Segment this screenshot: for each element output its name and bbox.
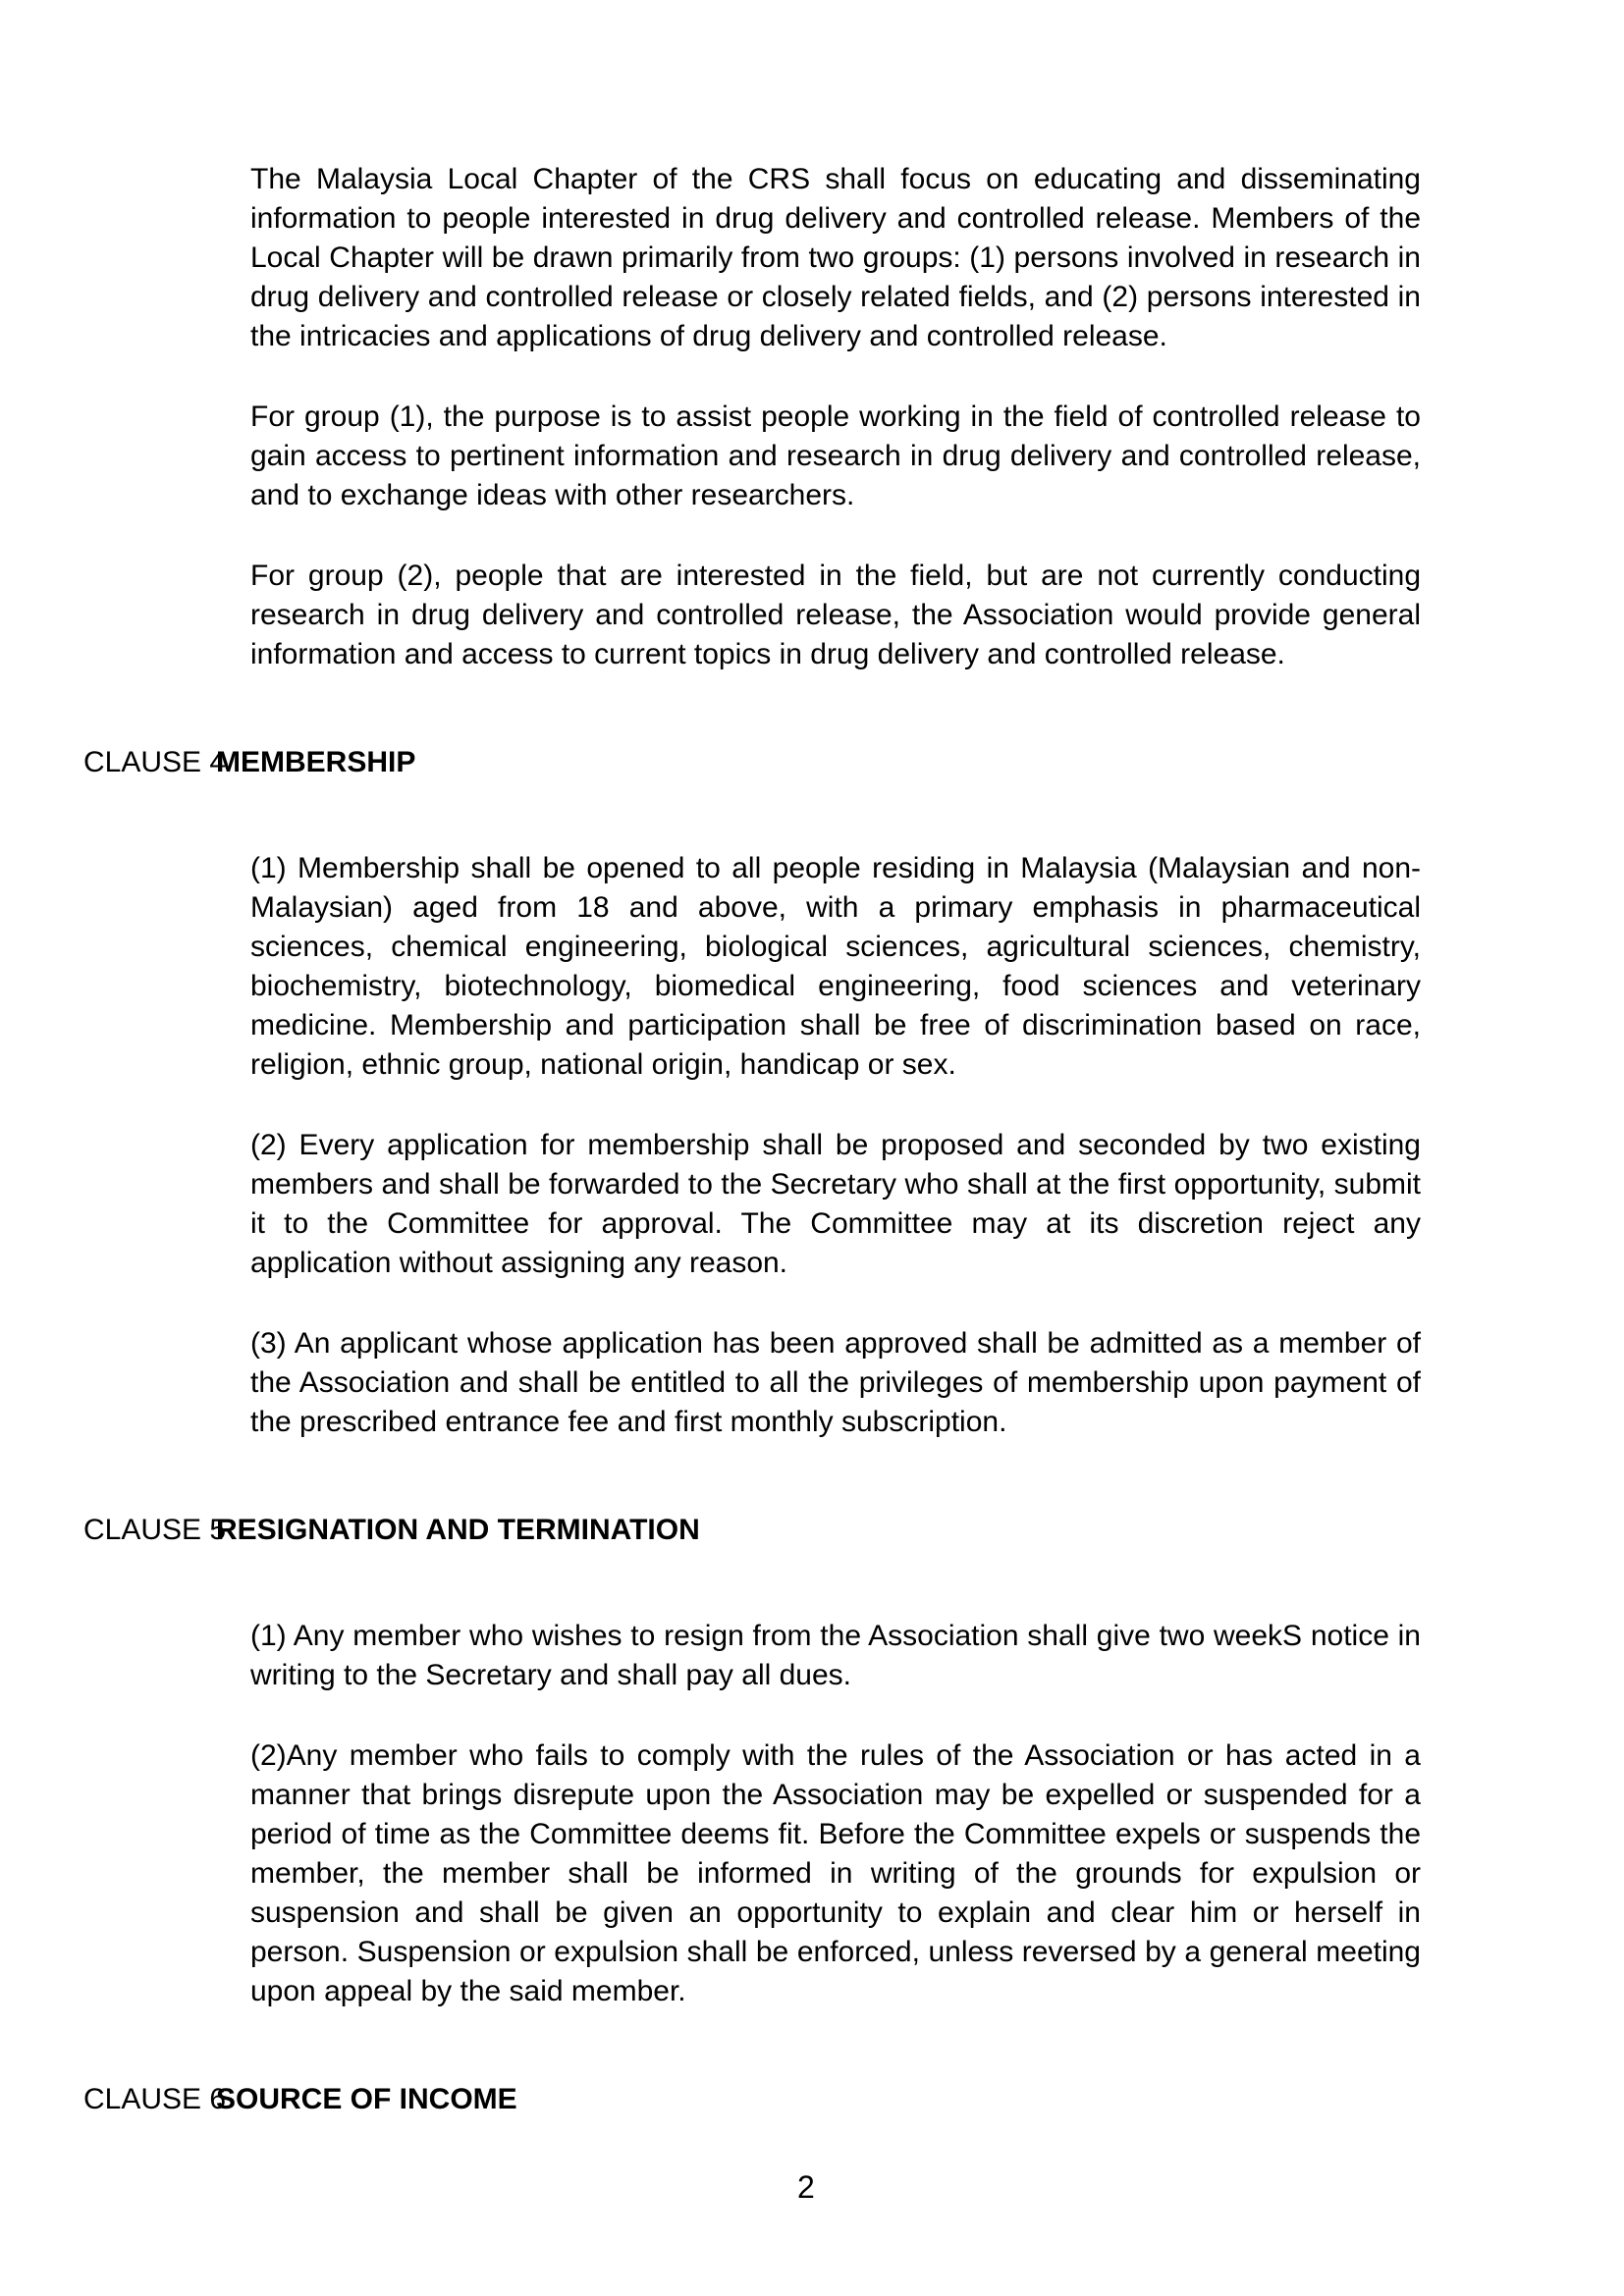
clause-label: CLAUSE 4 [83, 746, 227, 778]
clause-heading-membership [83, 743, 415, 782]
intro-paragraph-1: The Malaysia Local Chapter of the CRS shall focus on educating and disseminating information to people interested in drug delivery and controlled release. Members of the Local Chapter will be drawn primarily from two groups: (1) persons involved in research in drug delivery and controlled release or closely related fields, and (2) persons interested in the intricacies and applications of drug delivery and controlled release. [250, 163, 1421, 352]
clause4-paragraph-2: (2) Every application for membership shall be proposed and seconded by two existing members and shall be forwarded to the Secretary who shall at the first opportunity, submit it to the Committee for approval. The Committee may at its discretion reject any application without assigning any reason. [250, 1129, 1421, 1279]
clause-title: RESIGNATION AND TERMINATION [216, 1514, 700, 1546]
clause5-paragraph-1: (1) Any member who wishes to resign from the Association shall give two weekS notice in writing to the Secretary and shall pay all dues. [250, 1620, 1421, 1691]
clause-title: MEMBERSHIP [216, 746, 416, 778]
clause-heading-source-of-income [83, 2080, 517, 2119]
clause4-paragraph-1: (1) Membership shall be opened to all people residing in Malaysia (Malaysian and non-Malaysian) aged from 18 and above, with a primary emphasis in pharmaceutical sciences, chemical engineering, biological sciences, agricultural sciences, chemistry, biochemistry, biotechnology, biomedical engineering, food sciences and veterinary medicine. Membership and participation shall be free of discrimination based on race, religion, ethnic group, national origin, handicap or sex. [250, 852, 1421, 1081]
intro-paragraph-2: For group (1), the purpose is to assist people working in the field of controlled release to gain access to pertinent information and research in drug delivery and controlled release, and to exchange ideas with other researchers. [250, 400, 1421, 511]
clause4-paragraph-3: (3) An applicant whose application has been approved shall be admitted as a member of the Association and shall be entitled to all the privileges of membership upon payment of the prescribed entrance fee and first monthly subscription. [250, 1327, 1421, 1438]
intro-paragraph-3: For group (2), people that are interested in the field, but are not currently conducting research in drug delivery and controlled release, the Association would provide general information and access to current topics in drug delivery and controlled release. [250, 560, 1421, 670]
clause-label: CLAUSE 5 [83, 1514, 227, 1546]
page-number: 2 [797, 2169, 815, 2205]
clause-title: SOURCE OF INCOME [216, 2083, 517, 2115]
clause-heading-resignation-termination [83, 1511, 700, 1550]
clause5-paragraph-2: (2)Any member who fails to comply with the rules of the Association or has acted in a manner that brings disrepute upon the Association may be expelled or suspended for a period of time as the Committee deems fit. Before the Committee expels or suspends the member, the member shall be informed in writing of the grounds for expulsion or suspension and shall be given an opportunity to explain and clear him or herself in person. Suspension or expulsion shall be enforced, unless reversed by a general meeting upon appeal by the said member. [250, 1739, 1421, 2007]
clause-label: CLAUSE 6 [83, 2083, 227, 2115]
